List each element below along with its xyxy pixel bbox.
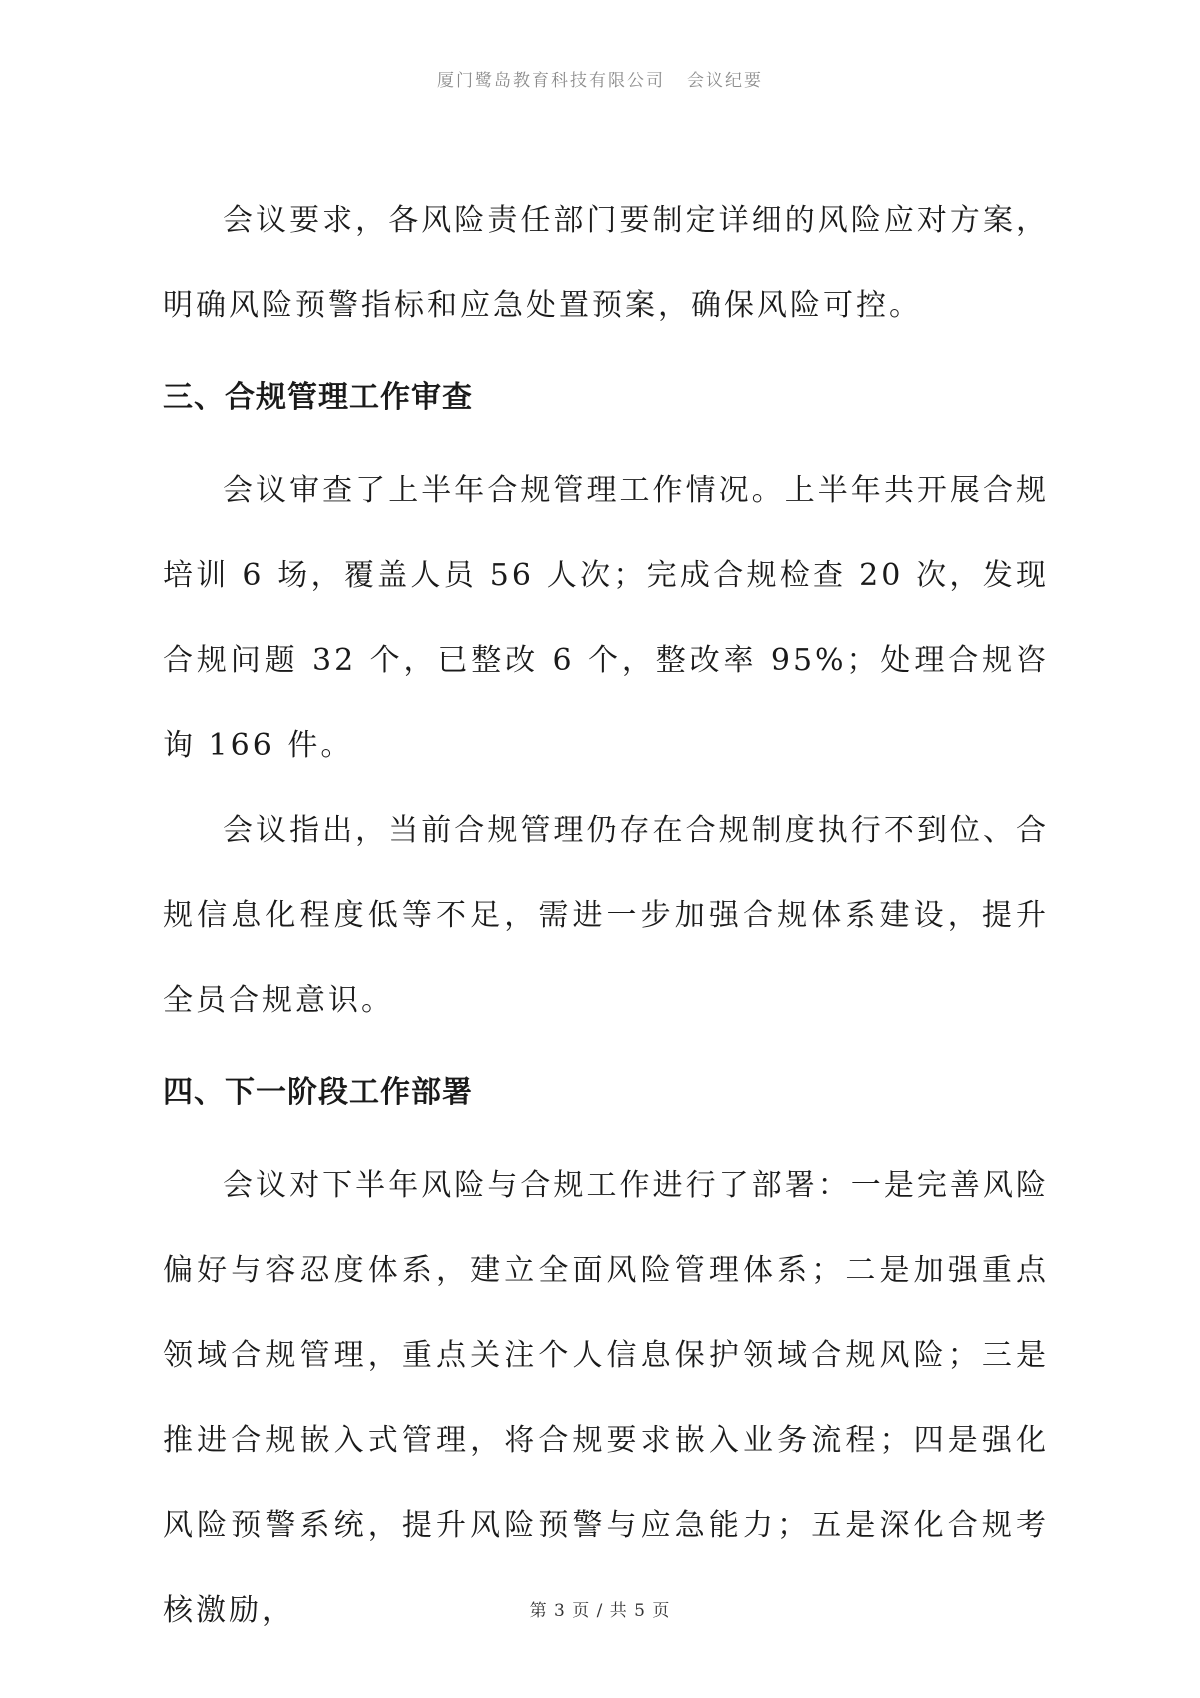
page-number: 第 3 页 / 共 5 页 bbox=[529, 1601, 671, 1621]
paragraph-compliance-stats: 会议审查了上半年合规管理工作情况。上半年共开展合规培训 6 场，覆盖人员 56 人次；完成合规检查 20 次，发现合规问题 32 个，已整改 6 个，整改率 95%；处理合规咨询 166 件。 bbox=[163, 473, 1049, 763]
section-heading-compliance-review: 三、合规管理工作审查 bbox=[163, 380, 473, 415]
document-body bbox=[163, 178, 1049, 1653]
page-header bbox=[0, 66, 1200, 91]
header-company: 厦门鹭岛教育科技有限公司 bbox=[437, 71, 665, 91]
paragraph-compliance-issues: 会议指出，当前合规管理仍存在合规制度执行不到位、合规信息化程度低等不足，需进一步加强合规体系建设，提升全员合规意识。 bbox=[163, 813, 1049, 1018]
paragraph-next-steps: 会议对下半年风险与合规工作进行了部署：一是完善风险偏好与容忍度体系，建立全面风险管理体系；二是加强重点领域合规管理，重点关注个人信息保护领域合规风险；三是推进合规嵌入式管理，将合规要求嵌入业务流程；四是强化风险预警系统，提升风险预警与应急能力；五是深化合规考核激励， bbox=[163, 1168, 1049, 1628]
section-heading-next-steps: 四、下一阶段工作部署 bbox=[163, 1075, 473, 1110]
header-doc-type: 会议纪要 bbox=[687, 71, 763, 91]
paragraph-risk-requirement: 会议要求，各风险责任部门要制定详细的风险应对方案，明确风险预警指标和应急处置预案，确保风险可控。 bbox=[163, 203, 1049, 323]
